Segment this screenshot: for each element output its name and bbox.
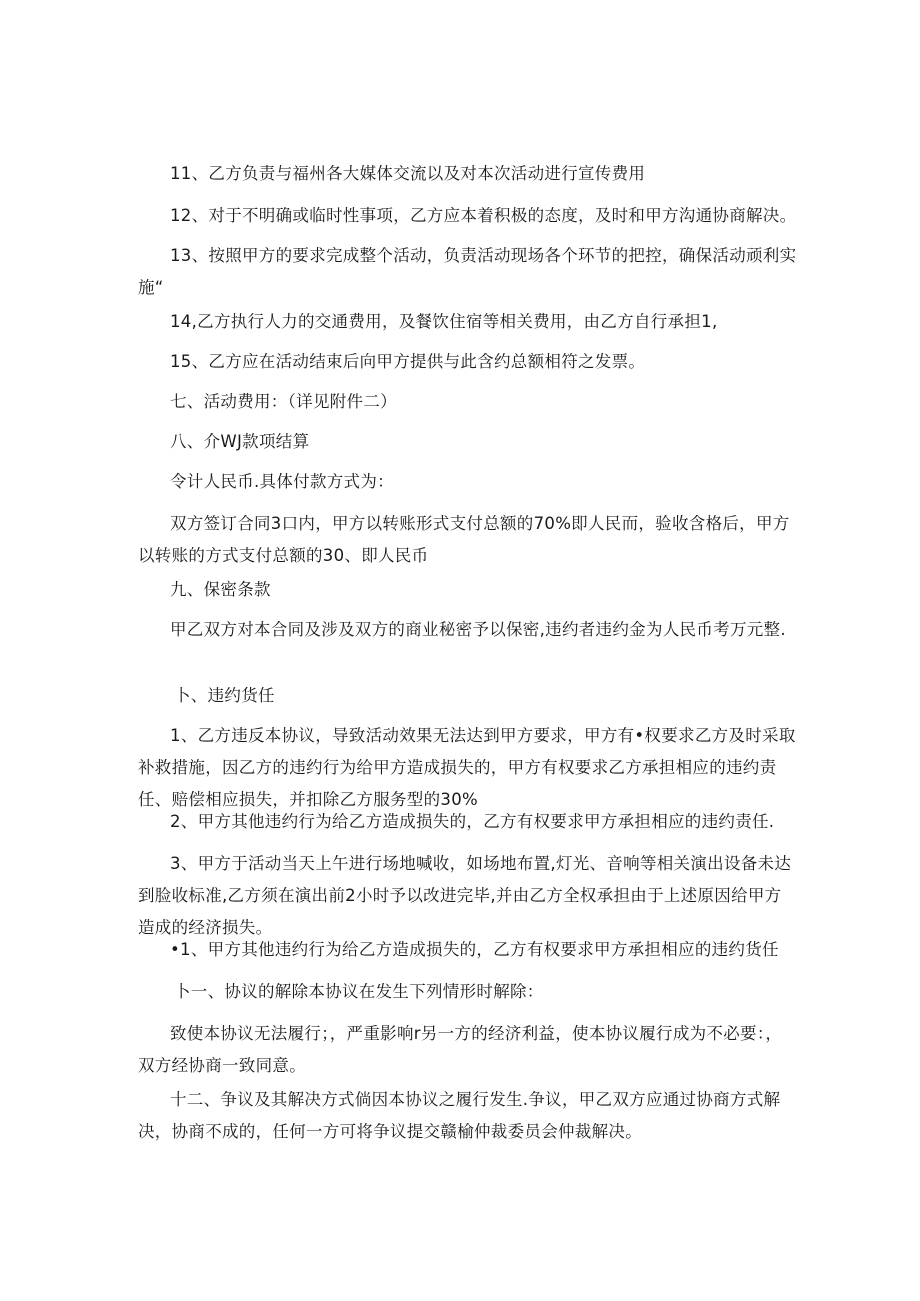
payment-total-line: 令计人民币.具体付款方式为： <box>170 472 394 491</box>
section-9-heading: 九、保密条款 <box>170 580 271 599</box>
section-7-heading: 七、活动费用：（详见附件二） <box>170 392 397 411</box>
section-12-dispute: 十二、争议及其解决方式倘因本协议之履行发生.争议，甲乙双方应通过协商方式解决，协商不成的，任何一方可将争议提交赣榆仲裁委员会仲裁解决。 <box>138 1090 781 1141</box>
breach-clause-4: •1、甲方其他违约行为给乙方造成损失的，乙方有权要求甲方承担相应的违约货任 <box>170 940 779 959</box>
clause-12: 12、对于不明确或临时性事项，乙方应本着积极的态度，及时和甲方沟通协商解决。 <box>170 206 797 225</box>
clause-14: 14,乙方执行人力的交通费用，及餐饮住宿等相关费用，由乙方自行承担1, <box>170 312 718 331</box>
termination-conditions: 致使本协议无法履行；，严重影响r另一方的经济利益，使本协议履行成为不必要：，双方经协商一致同意。 <box>138 1024 783 1075</box>
section-11-heading: 卜一、协议的解除本协议在发生下列情形时解除： <box>174 982 544 1001</box>
breach-clause-3: 3、甲方于活动当天上午进行场地喊收，如场地布置,灯光、音响等相关演出设备未达到脸收标准,乙方须在演出前2小时予以改进完毕,并由乙方全权承担由于上述原因给甲方造成的经济损失。 <box>138 854 792 937</box>
payment-terms: 双方签订合同3口内，甲方以转账形式支付总额的70%即人民而，验收含格后，甲方以转账的方式支付总额的30、即人民币 <box>138 514 790 565</box>
confidentiality-clause: 甲乙双方对本合同及涉及双方的商业秘密予以保密,违约者违约金为人民币考万元整. <box>170 620 786 639</box>
section-10-heading: 卜、违约货任 <box>174 686 275 705</box>
clause-13: 13、按照甲方的要求完成整个活动，负责活动现场各个环节的把控，确保活动顽利实施“ <box>138 246 797 297</box>
section-8-heading: 八、介WJ款项结算 <box>170 432 310 451</box>
clause-15: 15、乙方应在活动结束后向甲方提供与此含约总额相符之发票。 <box>170 352 646 371</box>
breach-clause-1: 1、乙方违反本协议，导致活动效果无法达到甲方要求，甲方有•权要求乙方及时采取补救措施，因乙方的违约行为给甲方造成损失的，甲方有权要求乙方承担相应的违约责任、赔偿相应损失，并扣除乙方服务型的30% <box>138 726 796 809</box>
clause-11: 11、乙方负责与福州各大媒体交流以及对本次活动进行宣传费用 <box>170 164 646 183</box>
breach-clause-2: 2、甲方其他违约行为给乙方造成损失的，乙方有权要求甲方承担相应的违约责任. <box>170 812 775 831</box>
